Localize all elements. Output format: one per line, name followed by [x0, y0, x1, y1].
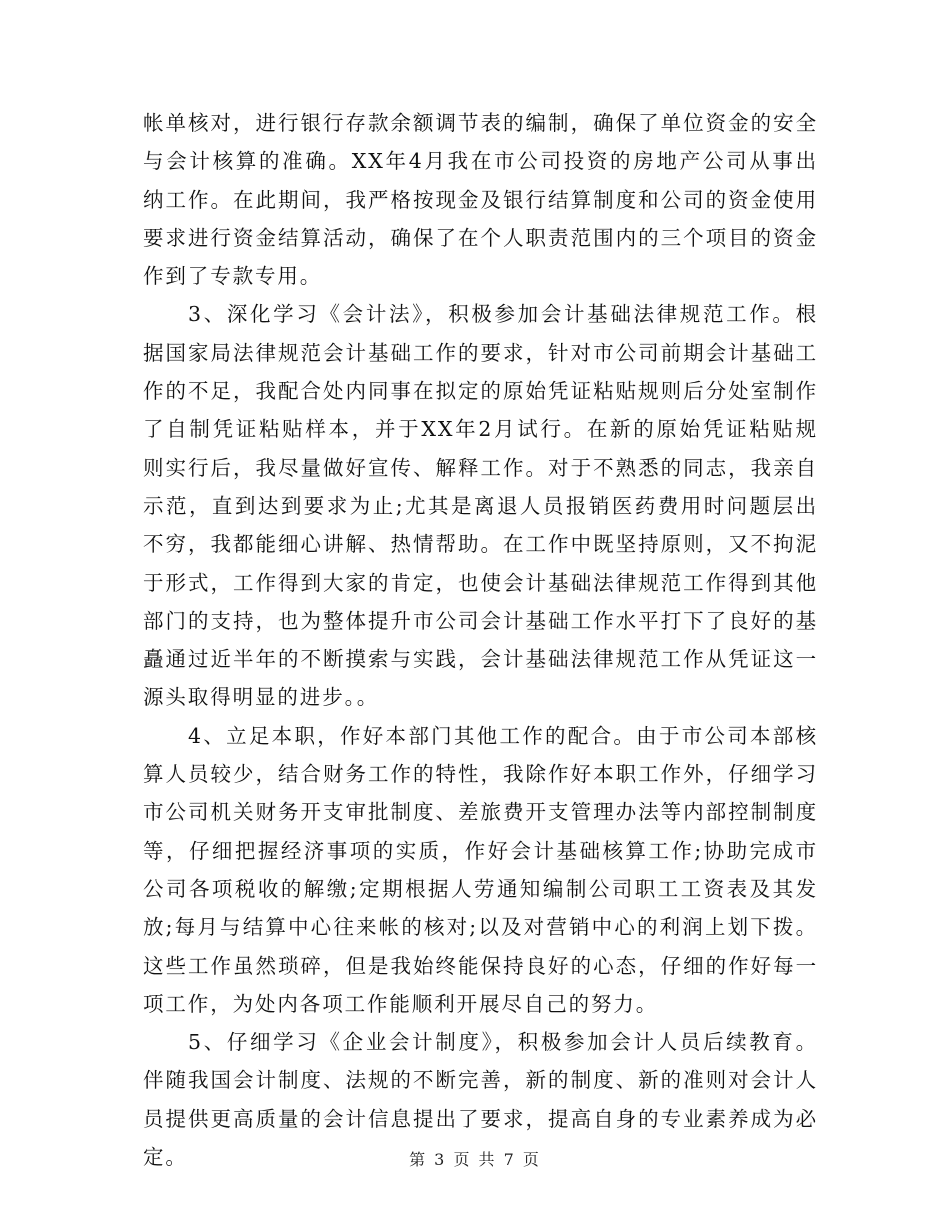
paragraph-continuation: 帐单核对，进行银行存款余额调节表的编制，确保了单位资金的安全与会计核算的准确。XX年4月我在市公司投资的房地产公司从事出纳工作。在此期间，我严格按现金及银行结算制度和公司的资金使用要求进行资金结算活动，确保了在个人职责范围内的三个项目的资金作到了专款专用。 — [143, 111, 818, 289]
paragraph-item-5: 5、仔细学习《企业会计制度》，积极参加会计人员后续教育。伴随我国会计制度、法规的不断完善，新的制度、新的准则对会计人员提供更高质量的会计信息提出了要求，提高自身的专业素养成为必定。 — [143, 1030, 818, 1170]
page-number-footer: 第 3 页 共 7 页 — [409, 1150, 541, 1169]
paragraph-item-4: 4、立足本职，作好本部门其他工作的配合。由于市公司本部核算人员较少，结合财务工作的特性，我除作好本职工作外，仔细学习市公司机关财务开支审批制度、差旅费开支管理办法等内部控制制度等，仔细把握经济事项的实质，作好会计基础核算工作;协助完成市公司各项税收的解缴;定期根据人劳通知编制公司职工工资表及其发放;每月与结算中心往来帐的核对;以及对营销中心的利润上划下拨。这些工作虽然琐碎，但是我始终能保持良好的心态，仔细的作好每一项工作，为处内各项工作能顺利开展尽自己的努力。 — [143, 723, 818, 1016]
body-text — [143, 104, 818, 1176]
paragraph-item-3: 3、深化学习《会计法》，积极参加会计基础法律规范工作。根据国家局法律规范会计基础工作的要求，针对市公司前期会计基础工作的不足，我配合处内同事在拟定的原始凭证粘贴规则后分处室制作了自制凭证粘贴样本，并于XX年2月试行。在新的原始凭证粘贴规则实行后，我尽量做好宣传、解释工作。对于不熟悉的同志，我亲自示范，直到达到要求为止;尤其是离退人员报销医药费用时问题层出不穷，我都能细心讲解、热情帮助。在工作中既坚持原则，又不拘泥于形式，工作得到大家的肯定，也使会计基础法律规范工作得到其他部门的支持，也为整体提升市公司会计基础工作水平打下了良好的基矗通过近半年的不断摸索与实践，会计基础法律规范工作从凭证这一源头取得明显的进步。。 — [143, 302, 818, 710]
